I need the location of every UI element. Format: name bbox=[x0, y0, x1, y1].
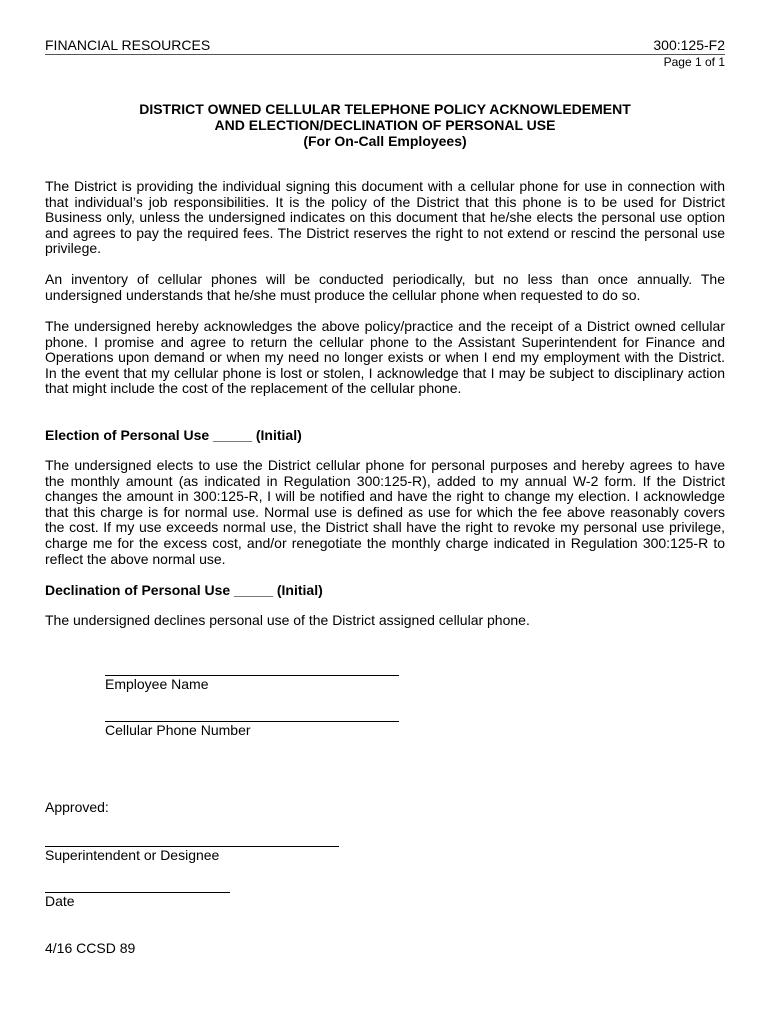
declination-paragraph: The undersigned declines personal use of the District assigned cellular phone. bbox=[45, 612, 530, 628]
date-label: Date bbox=[45, 893, 75, 909]
title-line-1: DISTRICT OWNED CELLULAR TELEPHONE POLICY ACKNOWLEDEMENT bbox=[139, 101, 631, 117]
inventory-paragraph: An inventory of cellular phones will be conducted periodically, but no less than once annually. The undersigned understands that he/she must produce the cellular phone when requested to do so. bbox=[45, 271, 725, 303]
title-line-2: AND ELECTION/DECLINATION OF PERSONAL USE bbox=[214, 117, 556, 133]
election-heading: Election of Personal Use _____ (Initial) bbox=[45, 427, 302, 443]
acknowledgement-paragraph: The undersigned hereby acknowledges the above policy/practice and the receipt of a District owned cellular phone. I promise and agree to return the cellular phone to the Assistant Superintendent for Finance and Operations upon demand or when my need no longer exists or when I end my employment with the District. In the event that my cellular phone is lost or stolen, I acknowledge that I may be subject to disciplinary action that might include the cost of the replacement of the cellular phone. bbox=[45, 318, 725, 397]
page-header bbox=[45, 37, 725, 55]
footer-code: 4/16 CCSD 89 bbox=[45, 940, 136, 956]
employee-name-label: Employee Name bbox=[105, 676, 209, 692]
section-title: FINANCIAL RESOURCES bbox=[45, 37, 211, 53]
phone-number-label: Cellular Phone Number bbox=[105, 722, 251, 738]
page-number: Page 1 of 1 bbox=[663, 55, 725, 69]
declination-heading: Declination of Personal Use _____ (Initial) bbox=[45, 582, 323, 598]
title-line-3: (For On-Call Employees) bbox=[303, 133, 467, 149]
policy-code: 300:125-F2 bbox=[653, 37, 725, 53]
approved-label: Approved: bbox=[45, 799, 109, 815]
document-title bbox=[45, 101, 725, 149]
election-paragraph: The undersigned elects to use the District cellular phone for personal purposes and hereby agrees to have the monthly amount (as indicated in Regulation 300:125-R), added to my annual W-2 form. If the District changes the amount in 300:125-R, I will be notified and have the right to change my election. I acknowledge that this charge is for normal use. Normal use is defined as use for which the fee above reasonably covers the cost. If my use exceeds normal use, the District shall have the right to revoke my personal use privilege, charge me for the excess cost, and/or renegotiate the monthly charge indicated in Regulation 300:125-R to reflect the above normal use. bbox=[45, 457, 725, 567]
superintendent-label: Superintendent or Designee bbox=[45, 847, 220, 863]
intro-paragraph: The District is providing the individual signing this document with a cellular phone for use in connection with that individual’s job responsibilities. It is the policy of the District that this phone is to be used for District Business only, unless the undersigned indicates on this document that he/she elects the personal use option and agrees to pay the required fees. The District reserves the right to not extend or rescind the personal use privilege. bbox=[45, 178, 725, 257]
